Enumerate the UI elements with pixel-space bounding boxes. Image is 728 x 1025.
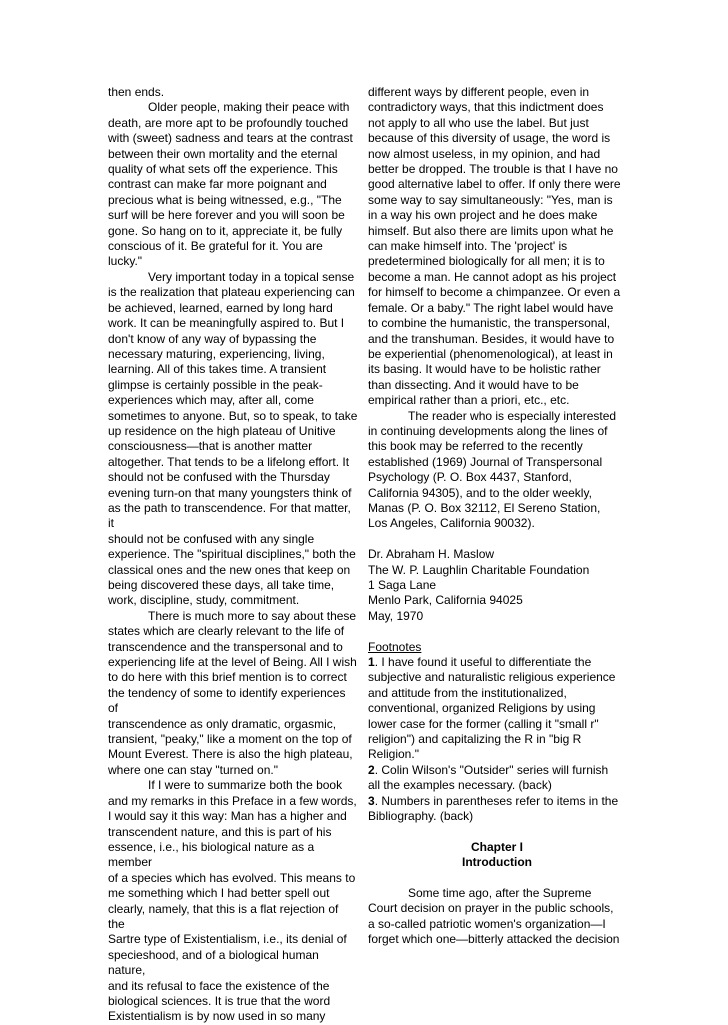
text-line: should not be confused with any single <box>108 531 315 546</box>
text-line: I would say it this way: Man has a higher and <box>108 809 347 824</box>
text-line: with (sweet) sadness and tears at the contrast <box>108 131 353 146</box>
chapter-title: Introduction <box>462 855 532 870</box>
text-line: specieshood, and of a biological human nature, <box>108 947 319 978</box>
signature-line: Menlo Park, California 94025 <box>368 593 523 608</box>
text-line: because of this diversity of usage, the word is <box>368 131 611 146</box>
text-line: should not be confused with the Thursday <box>108 470 330 485</box>
text-line: work, discipline, study, commitment. <box>108 593 300 608</box>
text-line: then ends. <box>108 85 165 99</box>
text-line: quality of what sets off the experience. This <box>108 162 338 177</box>
text-line: in a way his own project and he does make <box>368 208 598 223</box>
footnote-text: . Numbers in parentheses refer to items in the <box>374 793 619 808</box>
text-line: consciousness—that is another matter <box>108 439 313 454</box>
text-line: a so-called patriotic women's organization—I <box>368 916 606 931</box>
text-line: and my remarks in this Preface in a few words, <box>108 793 357 808</box>
text-line: transient, "peaky," like a moment on the top of <box>108 732 352 747</box>
text-line: Los Angeles, California 90032). <box>368 516 535 531</box>
text-line: be experiential (phenomenological), at least in <box>368 346 613 361</box>
footnote-text: Bibliography. (back) <box>368 809 474 824</box>
footnote-text: lower case for the former (calling it "small r" <box>368 716 599 731</box>
spacer <box>368 824 626 839</box>
text-line: If I were to summarize both the book <box>148 778 343 793</box>
text-line: up residence on the high plateau of Unitive <box>108 423 336 438</box>
text-line: now almost useless, in my opinion, and had <box>368 146 601 161</box>
spacer <box>368 624 626 639</box>
text-line: this book may be referred to the recently <box>368 439 583 454</box>
text-line: contradictory ways, that this indictment does <box>368 100 604 115</box>
footnote-text: Religion." <box>368 747 419 762</box>
chapter-label: Chapter I <box>470 839 523 854</box>
signature-line: May, 1970 <box>368 608 424 623</box>
text-line: Court decision on prayer in the public schools, <box>368 901 614 916</box>
footnote-text: conventional, organized Religions by using <box>368 701 596 716</box>
text-line: different ways by different people, even in <box>368 85 590 99</box>
text-line: lucky." <box>108 254 143 269</box>
footnote-number[interactable]: 2 <box>368 762 375 777</box>
text-line: Some time ago, after the Supreme <box>408 886 592 901</box>
text-line: female. Or a baby." The right label would have <box>368 300 614 315</box>
footnote-text: all the examples necessary. (back) <box>368 778 552 793</box>
text-line: and its refusal to face the existence of the <box>108 978 330 993</box>
text-line: California 94305), and to the older weekly, <box>368 485 592 500</box>
footnote-text: subjective and naturalistic religious experience <box>368 670 616 685</box>
text-line: where one can stay "turned on." <box>108 762 278 777</box>
text-line: experiences which may, after all, come <box>108 393 314 408</box>
text-line: Existentialism is by now used in so many <box>108 1009 326 1024</box>
text-line: become a man. He cannot adopt as his project <box>368 269 617 284</box>
text-line: to combine the humanistic, the transpersonal, <box>368 316 611 331</box>
text-line: biological sciences. It is true that the word <box>108 993 331 1008</box>
footnote-1 <box>368 655 626 763</box>
text-line: its basing. It would have to be holistic rather <box>368 362 601 377</box>
text-line: in continuing developments along the lines of <box>368 423 608 438</box>
text-line: is the realization that plateau experiencing can <box>108 285 355 300</box>
text-line: some way to say simultaneously: "Yes, man is <box>368 192 613 207</box>
footnote-text: . Colin Wilson's "Outsider" series will furnish <box>374 762 609 777</box>
text-line: not apply to all who use the label. But just <box>368 115 589 130</box>
text-line: conscious of it. Be grateful for it. You are <box>108 239 323 254</box>
text-line: transcendence as only dramatic, orgasmic, <box>108 716 337 731</box>
text-line: learning. All of this takes time. A transient <box>108 362 327 377</box>
text-line: and the transhuman. Besides, it would have to <box>368 331 615 346</box>
text-line: empirical rather than a priori, etc., etc. <box>368 393 570 408</box>
left-column <box>108 85 358 1025</box>
text-line: Sartre type of Existentialism, i.e., its denial of <box>108 932 347 947</box>
text-line: me something which I had better spell out <box>108 886 330 901</box>
text-line: to do here with this brief mention is to correct <box>108 670 347 685</box>
spacer <box>368 871 626 886</box>
text-line: experience. The "spiritual disciplines," both the <box>108 547 356 562</box>
text-line: surf will be here forever and you will soon be <box>108 208 345 223</box>
text-line: glimpse is certainly possible in the peak- <box>108 377 323 392</box>
text-line: between their own mortality and the eternal <box>108 146 338 161</box>
text-line: can make himself into. The 'project' is <box>368 239 568 254</box>
text-line: the tendency of some to identify experiences of <box>108 685 346 716</box>
footnote-text: . I have found it useful to differentiate the <box>374 655 592 669</box>
text-line: be achieved, learned, earned by long hard <box>108 300 333 315</box>
text-line: experiencing life at the level of Being. All I wish <box>108 655 357 670</box>
text-line: death, are more apt to be profoundly touched <box>108 115 349 130</box>
text-line: work. It can be meaningfully aspired to. But I <box>108 316 345 331</box>
text-line: necessary maturing, experiencing, living, <box>108 346 325 361</box>
footnotes-heading: Footnotes <box>368 639 422 654</box>
text-line: gone. So hang on to it, appreciate it, be fully <box>108 223 343 238</box>
text-line: himself. But also there are limits upon what he <box>368 223 614 238</box>
text-line: Manas (P. O. Box 32112, El Sereno Station, <box>368 500 601 515</box>
text-line: evening turn-on that many youngsters think of <box>108 485 352 500</box>
footnote-text: and attitude from the institutionalized, <box>368 685 567 700</box>
footnote-3 <box>368 794 626 825</box>
text-line: of a species which has evolved. This means to <box>108 870 356 885</box>
text-line: good alternative label to offer. If only there were <box>368 177 621 192</box>
text-line: for himself to become a chimpanzee. Or even a <box>368 285 621 300</box>
footnote-number[interactable]: 1 <box>368 655 375 669</box>
text-line: don't know of any way of bypassing the <box>108 331 317 346</box>
text-line: There is much more to say about these <box>148 608 357 623</box>
text-line: than dissecting. And it would have to be <box>368 377 579 392</box>
text-line: contrast can make far more poignant and <box>108 177 327 192</box>
text-line: precious what is being witnessed, e.g., "The <box>108 192 342 207</box>
right-column <box>368 85 626 948</box>
text-line: Older people, making their peace with <box>148 100 350 115</box>
text-line: transcendence and the transpersonal and to <box>108 639 343 654</box>
text-line: being discovered these days, all take time, <box>108 578 335 592</box>
text-line: Very important today in a topical sense <box>148 269 355 284</box>
text-line: Mount Everest. There is also the high plateau, <box>108 747 353 762</box>
text-line: The reader who is especially interested <box>408 408 617 423</box>
text-line: classical ones and the new ones that keep on <box>108 562 351 577</box>
signature-line: The W. P. Laughlin Charitable Foundation <box>368 562 590 577</box>
text-line: essence, i.e., his biological nature as a member <box>108 839 315 870</box>
text-line: clearly, namely, that this is a flat rejection of the <box>108 901 339 931</box>
footnote-number[interactable]: 3 <box>368 793 375 808</box>
footnote-2 <box>368 763 626 794</box>
text-line: sometimes to anyone. But, so to speak, to take <box>108 408 358 423</box>
text-line: states which are clearly relevant to the life of <box>108 624 345 639</box>
text-line: forget which one—bitterly attacked the decision <box>368 932 620 947</box>
text-line: established (1969) Journal of Transpersonal <box>368 454 603 469</box>
text-line: better be dropped. The trouble is that I have no <box>368 162 618 177</box>
text-line: Psychology (P. O. Box 4437, Stanford, <box>368 470 572 485</box>
text-line: transcendent nature, and this is part of his <box>108 824 332 839</box>
spacer <box>368 532 626 547</box>
text-line: predetermined biologically for all men; it is to <box>368 254 605 269</box>
signature-line: 1 Saga Lane <box>368 577 437 592</box>
text-line: as the path to transcendence. For that matter, it <box>108 500 351 531</box>
signature-line: Dr. Abraham H. Maslow <box>368 547 495 562</box>
footnote-text: religion") and capitalizing the R in "big R <box>368 732 582 747</box>
text-line: altogether. That tends to be a lifelong effort. It <box>108 454 350 469</box>
signature-block <box>368 547 626 624</box>
